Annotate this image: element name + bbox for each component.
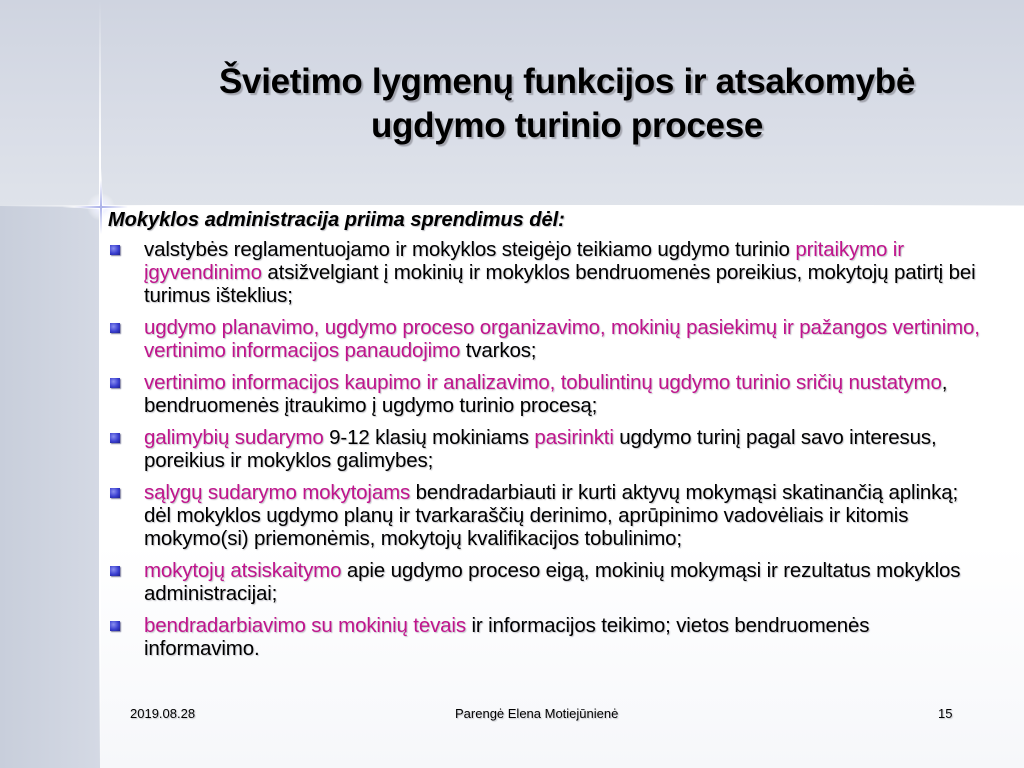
square-bullet-icon: [110, 621, 120, 631]
bullet-highlight: ugdymo planavimo, ugdymo proceso organizavimo, mokinių pasiekimų ir pažangos vertinimo, vertinimo informacijos panaudojimo: [144, 316, 980, 362]
square-bullet-icon: [110, 323, 120, 333]
bullet-highlight: mokytojų atsiskaitymo: [144, 559, 342, 582]
bullet-text-part: atsižvelgiant į mokinių ir mokyklos bendruomenės poreikius, mokytojų patirtį bei turimus išteklius;: [144, 261, 976, 307]
intro-text: [108, 207, 565, 233]
bullet-text-part: valstybės reglamentuojamo ir mokyklos steigėjo teikiamo ugdymo turinio: [144, 238, 796, 261]
bullet-item: [108, 238, 988, 307]
bullet-text: [144, 316, 980, 362]
square-bullet-icon: [110, 245, 120, 255]
square-bullet-icon: [110, 433, 120, 443]
bullet-item: [108, 371, 988, 417]
bullet-list: [108, 238, 988, 669]
title-line-2: ugdymo turinio procese: [370, 106, 764, 145]
intro-colon: :: [558, 209, 565, 231]
square-bullet-icon: [110, 378, 120, 388]
intro-label: Mokyklos administracija priima sprendimus dėl: [108, 209, 559, 231]
bullet-text-part: 9-12 klasių mokiniams: [323, 426, 535, 449]
bullet-highlight: galimybių sudarymo: [144, 426, 324, 449]
bullet-text: [144, 371, 947, 417]
bullet-highlight: bendradarbiavimo su mokinių tėvais: [144, 614, 466, 637]
bullet-text: [144, 426, 937, 472]
bullet-text-part: , bendruomenės įtraukimo į ugdymo turinio procesą;: [144, 371, 948, 417]
bullet-highlight: sąlygų sudarymo mokytojams: [144, 481, 411, 504]
bullet-highlight: pritaikymo ir įgyvendinimo: [144, 238, 904, 284]
footer-author: Parengė Elena Motiejūnienė: [455, 706, 619, 721]
slide-title: [110, 60, 1024, 148]
bullet-highlight: pasirinkti: [534, 426, 614, 449]
bullet-text-part: tvarkos;: [460, 339, 537, 362]
title-line-1: Švietimo lygmenų funkcijos ir atsakomybė: [219, 62, 915, 101]
bullet-text-part: bendradarbiauti ir kurti aktyvų mokymąsi skatinančią aplinką; dėl mokyklos ugdymo planų ir tvarkaraščių derinimo, aprūpinimo vadovėliais ir kitomis mokymo(si) priemonėmis, mokytojų kvalifikacijos tobulinimo;: [144, 481, 958, 550]
bullet-highlight: vertinimo informacijos kaupimo ir analizavimo, tobulintinų ugdymo turinio sričių nustatymo: [144, 371, 942, 394]
square-bullet-icon: [110, 488, 120, 498]
footer-date: 2019.08.28: [130, 706, 196, 721]
bullet-item: [108, 614, 988, 660]
bullet-text: [144, 481, 958, 550]
left-strip: [0, 206, 100, 768]
bullet-item: [108, 426, 988, 472]
slide-number: 15: [938, 706, 953, 721]
bullet-item: [108, 481, 988, 550]
bullet-text-part: apie ugdymo proceso eigą, mokinių mokymąsi ir rezultatus mokyklos administracijai;: [144, 559, 961, 605]
square-bullet-icon: [110, 566, 120, 576]
bullet-item: [108, 316, 988, 362]
bullet-text-part: ugdymo turinį pagal savo interesus, poreikius ir mokyklos galimybes;: [144, 426, 937, 472]
vertical-accent-line: [99, 0, 101, 768]
bullet-text-part: ir informacijos teikimo; vietos bendruomenės informavimo.: [144, 614, 870, 660]
bullet-text: [144, 238, 976, 307]
bullet-item: [108, 559, 988, 605]
bullet-text: [144, 614, 869, 660]
bullet-text: [144, 559, 960, 605]
